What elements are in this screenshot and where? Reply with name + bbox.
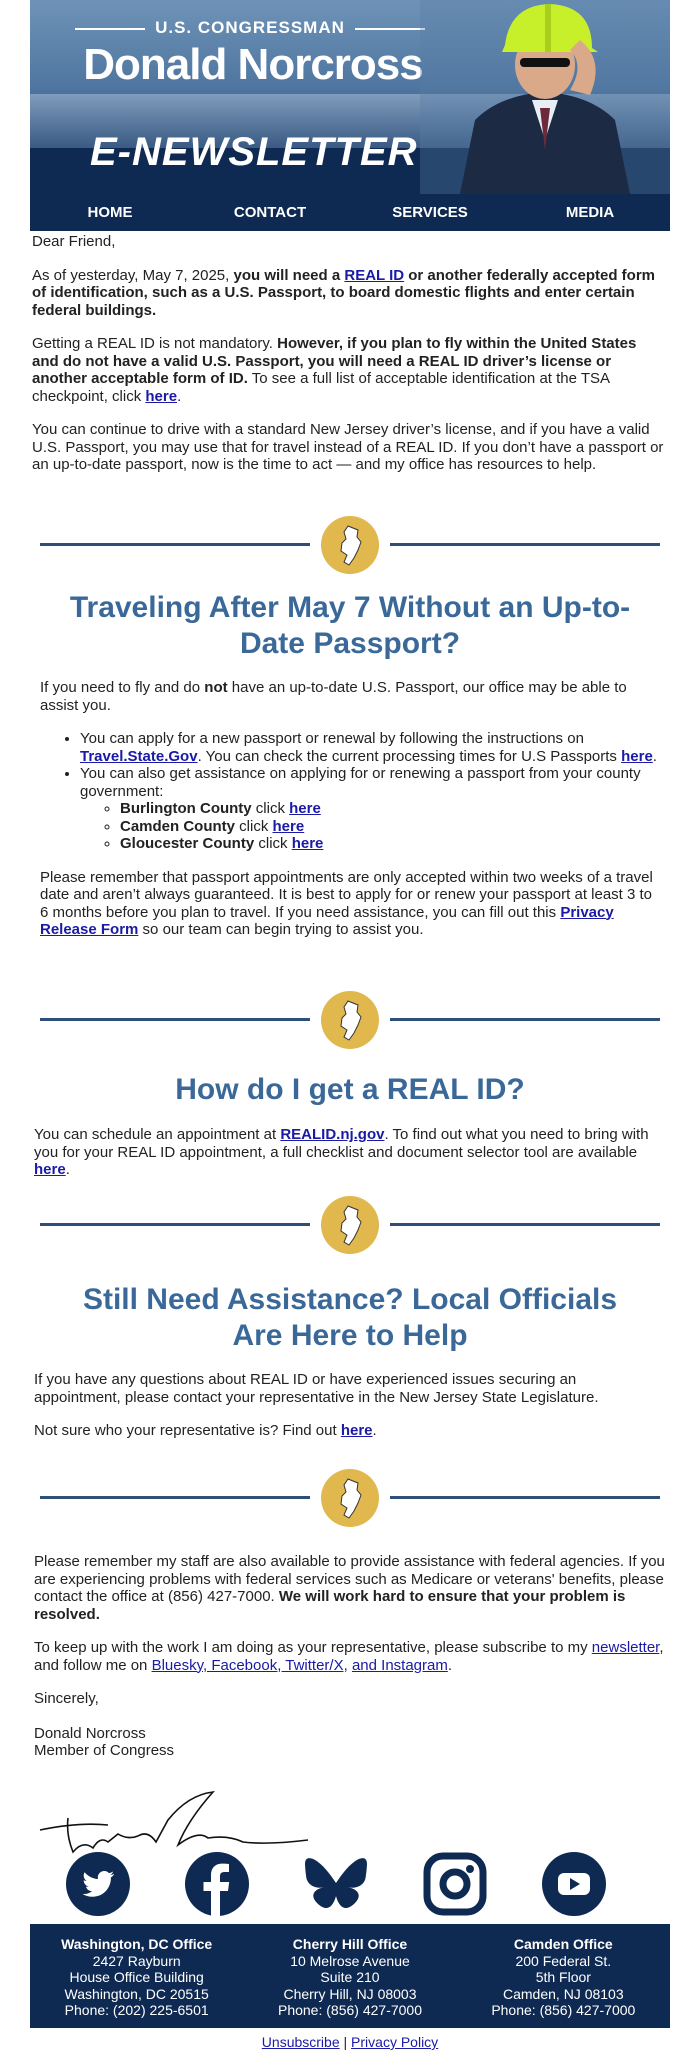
newsletter-link[interactable]: newsletter	[591, 1639, 660, 1656]
greeting: Dear Friend,	[32, 233, 116, 250]
sign-off: Sincerely,	[34, 1690, 99, 1707]
passport-reminder: Please remember that passport appointments are only accepted within two weeks of a travel date and aren’t always guaranteed. It is best to apply for or renew your passport at least 3 to 6 months before you plan to travel. If you need assistance, you can fill out this Privacy Release Form so our team can begin trying to assist you.	[40, 868, 653, 938]
list-item: • You can also get assistance on applying for or renewing a passport from your county government: ◦ Burlington County click here ◦ Camden County click here ◦ Gloucester County click here	[80, 765, 660, 853]
nav-contact[interactable]: CONTACT	[233, 204, 307, 221]
section-divider	[40, 515, 660, 575]
realid-section	[34, 1072, 666, 1179]
section-divider	[40, 1195, 660, 1255]
nav-services[interactable]: SERVICES	[392, 204, 468, 221]
bluesky-icon[interactable]	[304, 1852, 368, 1916]
section-divider	[40, 1468, 660, 1528]
passport-intro: If you need to fly and do not have an up-to-date U.S. Passport, our office may be able to assist you.	[40, 679, 627, 714]
unsubscribe-link[interactable]: Unsubscribe	[261, 2034, 340, 2050]
officials-paragraph-2: Not sure who your representative is? Find out here.	[34, 1422, 377, 1439]
officials-section	[34, 1282, 666, 1440]
facebook-icon[interactable]	[185, 1852, 249, 1916]
closing-paragraph-2: To keep up with the work I am doing as your representative, please subscribe to my newsletter, and follow me on Bluesky, Facebook, Twitter/X, and Instagram.	[34, 1639, 664, 1674]
social-icons	[30, 1852, 670, 1920]
realid-nj-gov-link[interactable]: REALID.nj.gov	[280, 1126, 385, 1143]
realid-heading: How do I get a REAL ID?	[175, 1073, 525, 1106]
nav-home[interactable]: HOME	[87, 204, 133, 221]
officials-heading: Still Need Assistance? Local Officials Are Here to Help	[82, 1283, 618, 1352]
twitter-icon[interactable]	[66, 1852, 130, 1916]
intro-section	[32, 233, 664, 474]
header-name: Donald Norcross	[83, 40, 423, 89]
county-item: ◦ Gloucester County click here	[120, 835, 660, 853]
nav-media[interactable]: MEDIA	[565, 204, 615, 221]
intro-paragraph-1: As of yesterday, May 7, 2025, you will need a REAL ID or another federally accepted form of identification, such as a U.S. Passport, to board domestic flights and enter certain federal buildings.	[32, 266, 655, 319]
office-cherry-hill: Cherry Hill Office 10 Melrose Avenue Suite 210 Cherry Hill, NJ 08003 Phone: (856) 427-7000	[277, 1936, 422, 2018]
burlington-county-link[interactable]: here	[289, 800, 321, 817]
newsletter-title: E-NEWSLETTER	[90, 130, 418, 174]
instagram-link[interactable]: and Instagram	[351, 1656, 448, 1674]
main-nav	[30, 194, 670, 231]
list-item: • You can apply for a new passport or renewal by following the instructions on Travel.State.Gov. You can check the current processing times for U.S Passports here.	[80, 730, 660, 765]
officials-paragraph-1: If you have any questions about REAL ID or have experienced issues securing an appointment, please contact your representative in the New Jersey State Legislature.	[34, 1371, 599, 1406]
intro-paragraph-3: You can continue to drive with a standard New Jersey driver’s license, and if you have a valid U.S. Passport, you may use that for travel instead of a REAL ID. If you don’t have a passport or an up-to-date passport, now is the time to act — and my office has resources to help.	[32, 421, 664, 473]
passport-section	[40, 590, 660, 939]
find-representative-link[interactable]: here	[340, 1422, 373, 1439]
county-list	[80, 800, 660, 853]
gloucester-county-link[interactable]: here	[291, 835, 324, 852]
intro-paragraph-2: Getting a REAL ID is not mandatory. However, if you plan to fly within the United States and do not have a valid U.S. Passport, you will need a REAL ID driver’s license or another acceptable form of ID. To see a full list of acceptable identification at the TSA checkpoint, click here.	[32, 335, 637, 405]
signer-name: Donald Norcross	[34, 1724, 146, 1742]
section-divider	[40, 990, 660, 1050]
signer-title: Member of Congress	[34, 1742, 175, 1759]
signature-image	[38, 1790, 318, 1860]
nj-seal-icon	[320, 990, 380, 1050]
passport-heading: Traveling After May 7 Without an Up-to-Date Passport?	[69, 591, 631, 660]
processing-times-link[interactable]: here	[621, 747, 653, 765]
privacy-policy-link[interactable]: Privacy Policy	[351, 2034, 439, 2050]
instagram-icon[interactable]	[423, 1852, 487, 1916]
congressman-label: U.S. CONGRESSMAN	[60, 18, 440, 38]
realid-paragraph: You can schedule an appointment at REALID.nj.gov. To find out what you need to bring with you for your REAL ID appointment, a full checklist and document selector tool are available here.	[34, 1126, 649, 1178]
footer-links: Unsubscribe | Privacy Policy	[261, 2034, 439, 2050]
social-links[interactable]: Bluesky, Facebook, Twitter/X,	[151, 1656, 348, 1674]
tsa-id-link[interactable]: here	[145, 387, 178, 405]
nj-seal-icon	[320, 1468, 380, 1528]
privacy-release-form-link[interactable]: Privacy Release Form	[40, 903, 614, 938]
camden-county-link[interactable]: here	[272, 817, 305, 835]
passport-list	[40, 730, 660, 853]
office-footer	[30, 1924, 670, 2028]
real-id-link[interactable]: REAL ID	[344, 266, 405, 284]
county-item: ◦ Camden County click here	[120, 818, 660, 836]
closing-paragraph-1: Please remember my staff are also available to provide assistance with federal agencies. If you are experiencing problems with federal services such as Medicare or veterans' benefits, please contact the office at (856) 427-7000. We will work hard to ensure that your problem is resolved.	[34, 1553, 665, 1623]
document-checklist-link[interactable]: here	[34, 1161, 66, 1178]
nj-seal-icon	[320, 515, 380, 575]
travel-state-gov-link[interactable]: Travel.State.Gov	[80, 747, 198, 765]
youtube-icon[interactable]	[542, 1852, 606, 1916]
office-dc: Washington, DC Office 2427 Rayburn House Office Building Washington, DC 20515 Phone: (202) 225-6501	[61, 1936, 213, 2018]
closing-section	[34, 1553, 666, 1760]
congressman-photo	[420, 0, 670, 194]
header-banner	[30, 0, 670, 194]
county-item: ◦ Burlington County click here	[120, 800, 660, 818]
office-camden: Camden Office 200 Federal St. 5th Floor Camden, NJ 08103 Phone: (856) 427-7000	[491, 1936, 636, 2018]
nj-seal-icon	[320, 1195, 380, 1255]
